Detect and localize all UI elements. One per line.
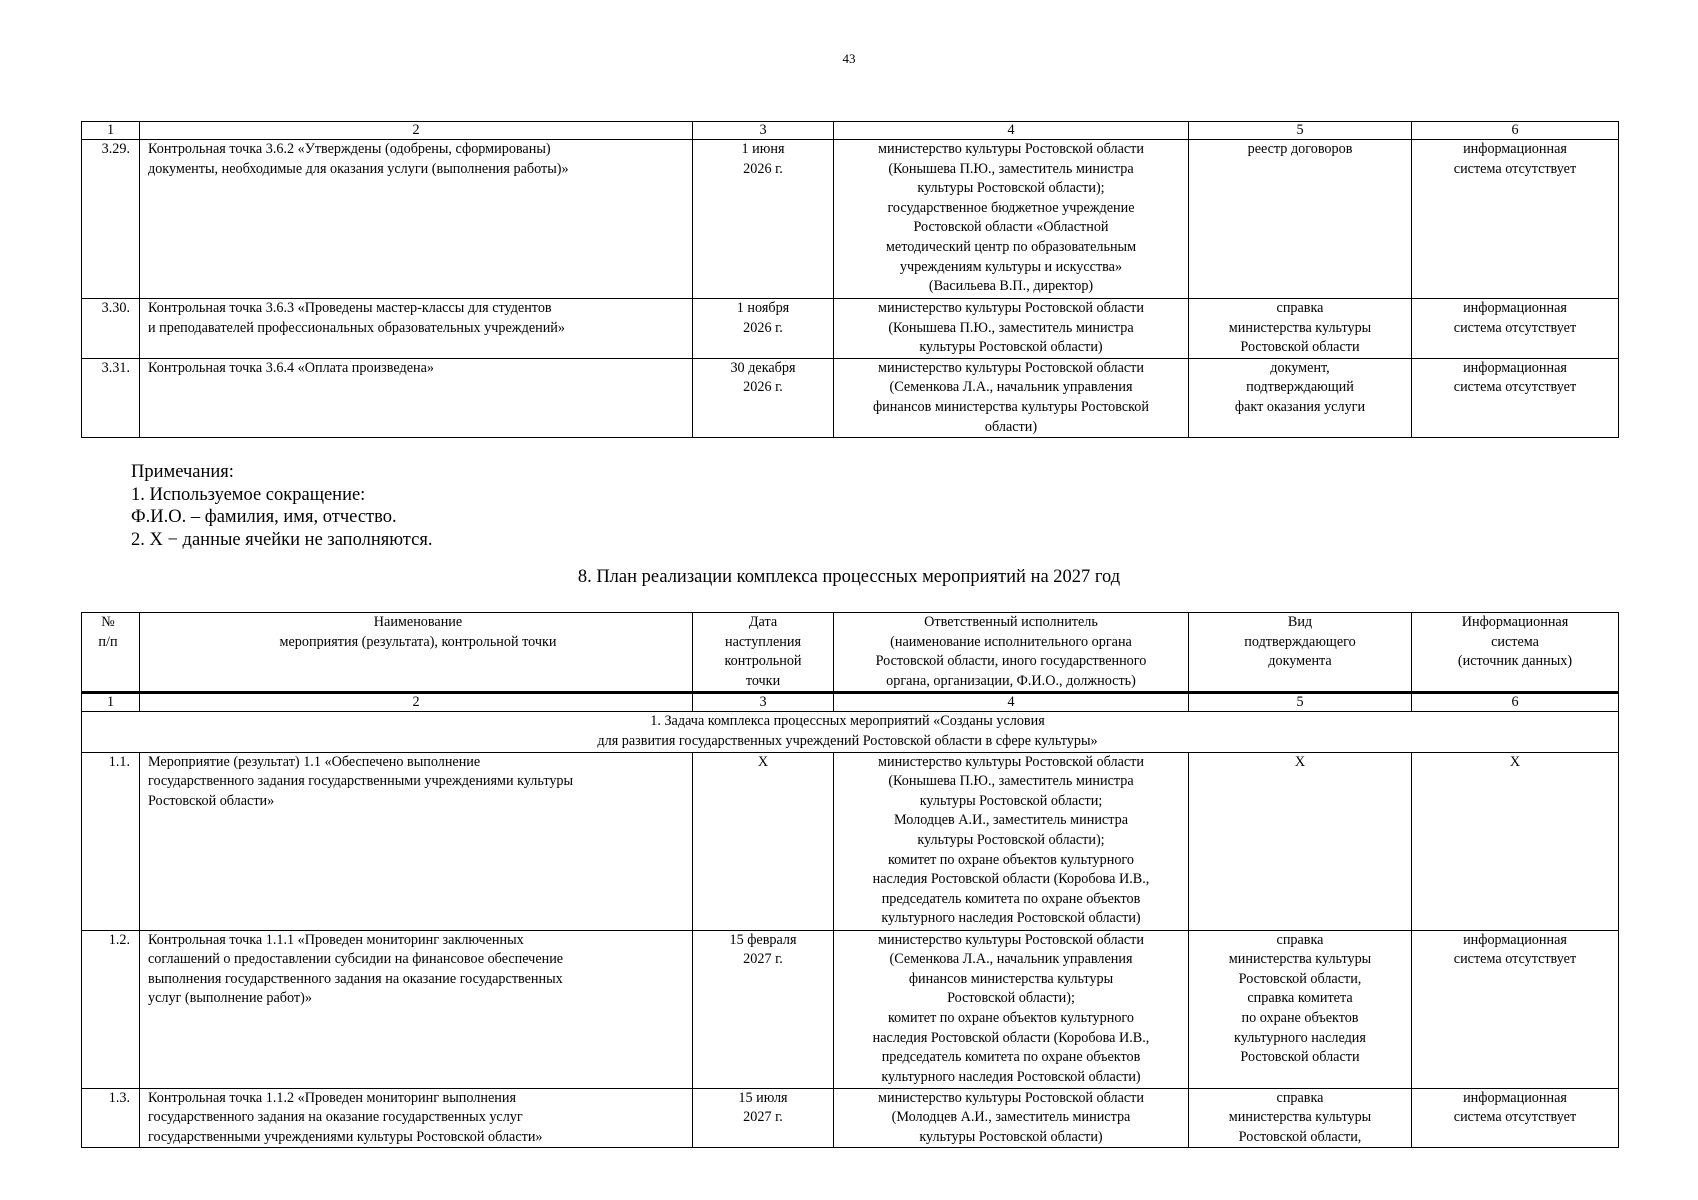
row-system [1412,930,1619,1088]
row-responsible-line: культуры Ростовской области); [917,180,1105,197]
row-document [1189,299,1412,359]
notes-title: Примечания: [131,462,234,482]
row-name-line: Контрольная точка 1.1.2 «Проведен мониторинг выполнения [148,1089,516,1106]
row-system-line: информационная [1463,141,1567,157]
notes-line-2: Ф.И.О. – фамилия, имя, отчество. [131,507,397,527]
row-name-line: соглашений о предоставлении субсидии на финансовое обеспечение [148,951,564,968]
row-responsible-line: министерство культуры Ростовской области [878,300,1144,316]
row-system [1412,1088,1619,1148]
header-responsible-line: (наименование исполнительного органа [890,633,1132,650]
row-name-line: Контрольная точка 3.6.2 «Утверждены (одобрены, сформированы) [148,141,551,157]
row-responsible [834,140,1189,299]
header-system-line: (источник данных) [1457,653,1573,670]
row-name-line: выполнения государственного задания на оказание государственных [148,970,563,987]
row-date [693,140,834,299]
header-document-line: документа [1268,653,1332,670]
header-document [1189,613,1412,693]
row-document-line: Х [1294,753,1306,770]
row-document-line: справка комитета [1247,990,1353,1007]
column-number-row [82,693,1619,712]
row-document-line: справка [1276,300,1324,316]
row-document-line: по охране объектов [1241,1009,1359,1026]
row-number: 3.29. [82,140,140,299]
row-date-line: 15 февраля [729,931,797,948]
header-date [693,613,834,693]
row-responsible-line: комитет по охране объектов культурного [888,1009,1134,1026]
row-date [693,358,834,437]
row-date-line: 30 декабря [730,359,796,376]
column-number: 5 [1189,122,1412,140]
row-system [1412,752,1619,930]
row-document-line: подтверждающий [1246,379,1354,396]
row-responsible-line: министерство культуры Ростовской области [878,753,1144,770]
row-system-line: информационная [1463,931,1567,948]
row-responsible-line: финансов министерства культуры [908,970,1114,987]
table-row [82,752,1619,930]
column-number: 4 [834,122,1189,140]
row-system-line: система отсутствует [1453,319,1577,336]
row-name-line: Контрольная точка 3.6.4 «Оплата произведена» [148,359,435,376]
row-document-line: Ростовской области, [1238,1128,1362,1145]
row-name-line: государственными учреждениями культуры Ростовской области» [148,1128,543,1145]
row-responsible-line: (Семенкова Л.А., начальник управления [889,951,1133,968]
row-system-line: Х [1509,753,1521,770]
row-name-line: Ростовской области» [148,792,275,809]
column-number: 6 [1412,693,1619,712]
row-document-line: факт оказания услуги [1234,398,1366,415]
task-title-line: 1. Задача комплекса процессных мероприятий «Созданы условия [650,713,1045,730]
header-responsible-line: Ответственный исполнитель [924,614,1098,630]
row-date [693,930,834,1088]
header-date-line: точки [745,672,781,689]
row-date-line: 2027 г. [743,951,783,968]
row-responsible-line: культуры Ростовской области); [917,831,1105,848]
row-document-line: справка [1276,1089,1324,1106]
row-name [140,930,693,1088]
row-system [1412,299,1619,359]
row-responsible-line: (Васильева В.П., директор) [928,278,1094,295]
section-title: 8. План реализации комплекса процессных мероприятий на 2027 год [577,567,1121,587]
header-num [82,613,140,693]
row-system-line: система отсутствует [1453,379,1577,396]
row-date [693,1088,834,1148]
table-row [82,930,1619,1088]
column-number: 1 [82,693,140,712]
header-system [1412,613,1619,693]
top-table [81,121,1619,438]
row-document-line: министерства культуры [1228,319,1372,336]
row-responsible [834,752,1189,930]
row-responsible-line: государственное бюджетное учреждение [887,199,1135,216]
row-name-line: Контрольная точка 3.6.3 «Проведены мастер-классы для студентов [148,300,552,316]
row-system-line: система отсутствует [1453,1109,1577,1126]
row-responsible-line: Молодцев А.И., заместитель министра [894,812,1128,829]
row-responsible-line: министерство культуры Ростовской области [878,141,1144,157]
header-name [140,613,693,693]
notes [131,461,432,551]
notes-line-3: 2. Х − данные ячейки не заполняются. [131,529,433,550]
row-date-line: 2026 г. [743,319,783,336]
row-responsible-line: учреждениям культуры и искусства» [899,258,1123,275]
row-name-line: документы, необходимые для оказания услуги (выполнения работы)» [148,160,569,177]
row-responsible-line: культуры Ростовской области; [919,792,1103,809]
row-number: 1.3. [82,1088,140,1148]
header-num-line: п/п [98,633,118,650]
row-responsible [834,299,1189,359]
row-responsible-line: финансов министерства культуры Ростовской [872,398,1149,415]
row-responsible [834,1088,1189,1148]
row-date-line: 2027 г. [743,1109,783,1126]
task-title [82,712,1619,752]
row-responsible-line: (Конышева П.Ю., заместитель министра [888,773,1134,790]
row-name [140,1088,693,1148]
row-document [1189,358,1412,437]
row-date-line: 2026 г. [743,379,783,396]
header-system-line: Информационная [1461,614,1569,630]
header-system-line: система [1491,633,1539,650]
row-document [1189,1088,1412,1148]
page-number: 43 [842,51,856,66]
row-document [1189,930,1412,1088]
row-document-line: реестр договоров [1247,141,1353,157]
header-responsible [834,613,1189,693]
row-responsible [834,358,1189,437]
row-date-line: 2026 г. [743,160,783,177]
row-name-line: услуг (выполнение работ)» [148,990,312,1007]
row-number: 1.1. [82,752,140,930]
row-date-line: 1 ноября [736,300,790,316]
row-date [693,299,834,359]
column-number: 3 [693,122,834,140]
row-responsible-line: председатель комитета по охране объектов [881,890,1141,907]
row-document-line: Ростовской области [1240,339,1360,356]
row-name-line: государственного задания на оказание государственных услуг [148,1109,523,1126]
row-responsible-line: (Молодцев А.И., заместитель министра [891,1109,1131,1126]
row-number: 1.2. [82,930,140,1088]
row-responsible-line: (Семенкова Л.А., начальник управления [889,379,1133,396]
row-date-line: 1 июня [741,141,785,157]
row-responsible-line: культуры Ростовской области) [919,339,1103,356]
row-date-line: Х [757,753,769,770]
row-system [1412,358,1619,437]
header-name-line: Наименование [373,614,463,630]
header-name-line: мероприятия (результата), контрольной точки [279,633,557,650]
row-responsible-line: председатель комитета по охране объектов [881,1049,1141,1066]
row-responsible-line: (Конышева П.Ю., заместитель министра [888,160,1134,177]
table-row [82,358,1619,437]
column-number: 6 [1412,122,1619,140]
row-system-line: информационная [1463,300,1567,316]
row-responsible-line: наследия Ростовской области (Коробова И.В., [872,1029,1150,1046]
row-document-line: справка [1276,931,1324,948]
row-name [140,140,693,299]
row-number: 3.30. [82,299,140,359]
row-document-line: культурного наследия [1234,1029,1366,1046]
row-system-line: информационная [1463,359,1567,376]
row-number: 3.31. [82,358,140,437]
row-document-line: Ростовской области, [1238,970,1362,987]
row-document-line: министерства культуры [1228,951,1372,968]
column-number: 3 [693,693,834,712]
row-responsible-line: Ростовской области); [947,990,1075,1007]
row-responsible-line: министерство культуры Ростовской области [878,1089,1144,1106]
table-row [82,1088,1619,1148]
header-date-line: наступления [725,633,801,650]
task-row [82,712,1619,752]
header-row [82,613,1619,693]
header-responsible-line: Ростовской области, иного государственного [875,653,1147,670]
row-name [140,752,693,930]
row-responsible-line: наследия Ростовской области (Коробова И.В., [872,871,1150,888]
column-number: 4 [834,693,1189,712]
row-name-line: государственного задания государственными учреждениями культуры [148,773,574,790]
row-document [1189,140,1412,299]
row-responsible-line: министерство культуры Ростовской области [878,359,1144,376]
row-system [1412,140,1619,299]
row-responsible-line: методический центр по образовательным [885,238,1137,255]
row-date-line: 15 июля [738,1089,788,1106]
header-document-line: Вид [1287,614,1313,630]
row-document [1189,752,1412,930]
row-responsible-line: культуры Ростовской области) [919,1128,1103,1145]
row-responsible [834,930,1189,1088]
column-number: 1 [82,122,140,140]
header-date-line: Дата [748,614,778,630]
column-number: 5 [1189,693,1412,712]
row-name [140,358,693,437]
column-number: 2 [140,693,693,712]
task-title-line: для развития государственных учреждений Ростовской области в сфере культуры» [597,732,1098,749]
header-num-line: № [101,614,115,630]
header-date-line: контрольной [724,653,802,670]
row-date [693,752,834,930]
row-document-line: министерства культуры [1228,1109,1372,1126]
row-name-line: Контрольная точка 1.1.1 «Проведен мониторинг заключенных [148,931,524,948]
row-name-line: и преподавателей профессиональных образовательных учреждений» [148,319,565,336]
row-responsible-line: (Конышева П.Ю., заместитель министра [888,319,1134,336]
row-document-line: документ, [1270,359,1330,376]
row-name [140,299,693,359]
column-number-row [82,122,1619,140]
row-responsible-line: культурного наследия Ростовской области) [881,1068,1141,1085]
row-system-line: система отсутствует [1453,160,1577,177]
row-document-line: Ростовской области [1240,1049,1360,1066]
header-responsible-line: органа, организации, Ф.И.О., должность) [886,672,1136,689]
table-row [82,140,1619,299]
row-responsible-line: комитет по охране объектов культурного [888,851,1134,868]
plan-table [81,612,1619,1148]
row-name-line: Мероприятие (результат) 1.1 «Обеспечено выполнение [148,753,481,770]
header-document-line: подтверждающего [1244,633,1356,650]
row-responsible-line: культурного наследия Ростовской области) [881,910,1141,927]
row-responsible-line: Ростовской области «Областной [913,219,1109,236]
row-system-line: информационная [1463,1089,1567,1106]
row-responsible-line: министерство культуры Ростовской области [878,931,1144,948]
notes-line-1: 1. Используемое сокращение: [131,484,366,505]
row-responsible-line: области) [984,418,1038,435]
column-number: 2 [140,122,693,140]
table-row [82,299,1619,359]
row-system-line: система отсутствует [1453,951,1577,968]
